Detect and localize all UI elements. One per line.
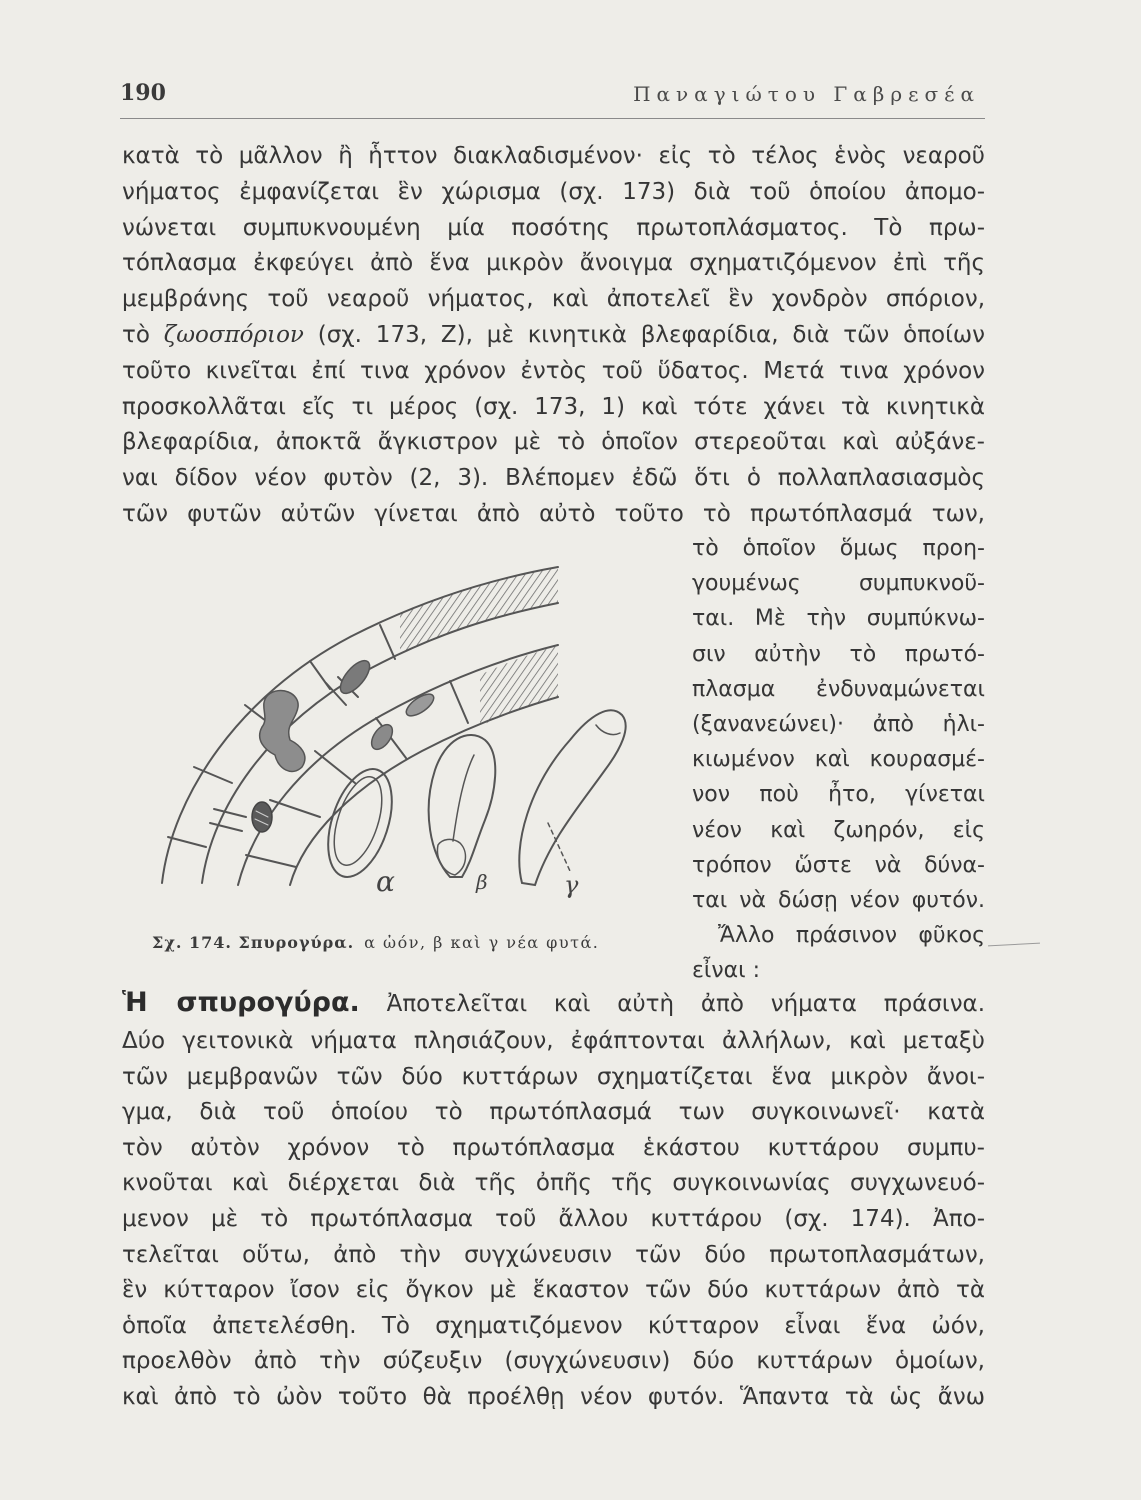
text-line: εἶναι : [692,958,760,984]
text-line: τοῦτο κινεῖται ἐπί τινα χρόνον ἐντὸς τοῦ ὕδατος. Μετά τινα χρόνον [122,357,985,384]
text-line: (ξανανεώνει)· ἀπὸ ἡλι- [692,711,985,737]
paragraph-2 [122,982,985,1416]
text-segment: τὸ [122,321,164,348]
cross-wall [246,855,296,867]
text-line: τελεῖται οὕτω, ἀπὸ τὴν συγχώνευσιν τῶν δύο πρωτοπλασμάτων, [122,1241,985,1268]
caption-text: α ὠόν, β καὶ γ νέα φυτά. [364,933,600,952]
page-number: 190 [120,80,166,106]
young-plant-gamma-outline [519,710,625,885]
text-segment: Ἀποτελεῖται καὶ αὐτὴ ἀπὸ νήματα πράσινα. [386,991,985,1017]
cross-wall [450,681,468,723]
section-heading: Ἡ σπυρογύρα. [122,987,360,1018]
cross-wall [270,800,320,817]
conjugation-tube [210,809,246,831]
text-line: τῶν μεμβρανῶν τῶν δύο κυττάρων σχηματίζεται ἕνα μικρὸν ἄνοι- [122,1063,985,1090]
zygote-blob [252,802,272,832]
cross-wall [315,751,355,783]
header-rule [120,118,985,119]
text-line: νον ποὺ ἦτο, γίνεται [692,782,985,808]
text-line: Ἄλλο πράσινον φῦκος [718,923,985,949]
text-line: ναι δίδον νέον φυτὸν (2, 3). Βλέπομεν ἐδῶ ὅτι ὁ πολλαπλασιασμὸς [122,465,985,492]
text-line: γμα, διὰ τοῦ ὁποίου τὸ πρωτόπλασμά των συγκοινωνεῖ· κατὰ [122,1099,985,1126]
figure-caption [152,933,672,952]
text-line: τὸ ὁποῖον ὅμως προη- [692,536,985,561]
text-line: κατὰ τὸ μᾶλλον ἢ ἧττον διακλαδισμένον· εἰς τὸ τέλος ἑνὸς νεαροῦ [122,143,985,169]
text-segment: (σχ. 173, Z), μὲ κινητικὰ βλεφαρίδια, διὰ τῶν ὁποίων [303,321,985,348]
text-line: νέον καὶ ζωηρόν, εἰς [692,817,985,843]
caption-number: Σχ. 174. Σπυρογύρα. [152,933,355,952]
young-plant-beta-inner-line [453,755,474,841]
text-line: γουμένως συμπυκνοῦ- [692,571,985,597]
text-line [122,318,985,354]
text-line [122,982,985,1024]
zygote-blob [335,656,375,698]
figure-label-gamma: γ [564,871,579,899]
text-line: Δύο γειτονικὰ νήματα πλησιάζουν, ἐφάπτονται ἀλλήλων, καὶ μεταξὺ [122,1028,985,1054]
text-line: νώνεται συμπυκνουμένη μία ποσότης πρωτοπλάσματος. Τὸ πρω- [122,214,985,241]
text-line: ται. Μὲ τὴν συμπύκνω- [692,606,985,632]
egg-cell-inner [325,771,391,871]
text-line: τῶν φυτῶν αὐτῶν γίνεται ἀπὸ αὐτὸ τοῦτο τὸ πρωτόπλασμά των, [122,500,985,527]
text-line: βλεφαρίδια, ἀποκτᾶ ἄγκιστρον μὲ τὸ ὁποῖον στερεοῦται καὶ αὐξάνε- [122,429,985,456]
text-line: νήματος ἐμφανίζεται ἓν χώρισμα (σχ. 173) διὰ τοῦ ὁποίου ἀπομο- [122,178,985,205]
text-line: τὸν αὐτὸν χρόνον τὸ πρωτόπλασμα ἑκάστου κυττάρου συμπυ- [122,1134,985,1161]
text-line: κνοῦται καὶ διέρχεται διὰ τῆς ὀπῆς τῆς συγκοινωνίας συγχωνευό- [122,1170,985,1197]
italic-term: ζωοσπόριον [163,321,304,348]
side-column [692,531,985,988]
figure-spirogyra-illustration [150,555,670,905]
text-line: ὁποῖα ἀπετελέσθη. Τὸ σχηματιζόμενον κύτταρον εἶναι ἕνα ὠόν, [122,1312,985,1339]
figure-label-beta: β [476,870,488,894]
text-line: πλασμα ἐνδυναμώνεται [692,676,985,702]
zygote-blob [367,721,396,753]
text-line: κιωμένον καὶ κουρασμέ- [692,747,985,773]
text-line: ἓν κύτταρον ἴσον εἰς ὄγκον μὲ ἕκαστον τῶν δύο κυττάρων ἀπὸ τὰ [122,1277,985,1304]
text-line: σιν αὐτὴν τὸ πρωτό- [692,641,985,667]
textured-protoplasm-region [400,567,558,653]
text-line: μενον μὲ τὸ πρωτόπλασμα τοῦ ἄλλου κυττάρου (σχ. 174). Ἀπο- [122,1205,985,1232]
running-title: Παναγιώτου Γαβρεσέα [633,82,980,106]
text-line: ται νὰ δώσῃ νέον φυτόν. [692,887,985,913]
cross-wall [380,625,395,659]
figure-label-alpha: α [376,865,395,898]
young-plant-beta-bulb [437,839,465,875]
young-plant-gamma-cap [596,725,620,735]
textured-protoplasm-region [480,646,558,726]
zygote-blob [260,691,305,772]
text-line: καὶ ἀπὸ τὸ ὠὸν τοῦτο θὰ προέλθῃ νέον φυτόν. Ἅπαντα τὰ ὡς ἄνω [122,1383,985,1410]
text-line: τόπλασμα ἐκφεύγει ἀπὸ ἕνα μικρὸν ἄνοιγμα σχηματιζόμενον ἐπὶ τῆς [122,250,985,277]
cross-wall [168,837,206,847]
text-line: προελθὸν ἀπὸ τὴν σύζευξιν (συγχώνευσιν) δύο κυττάρων ὁμοίων, [122,1348,985,1375]
text-line: μεμβράνης τοῦ νεαροῦ νήματος, καὶ ἀποτελεῖ ἓν χονδρὸν σπόριον, [122,286,985,313]
margin-mark [988,943,1040,947]
text-line: τρόπον ὥστε νὰ δύνα- [692,852,985,878]
text-line: προσκολλᾶται εἴς τι μέρος (σχ. 173, 1) καὶ τότε χάνει τὰ κινητικὰ [122,393,985,420]
paragraph-1 [122,139,985,533]
